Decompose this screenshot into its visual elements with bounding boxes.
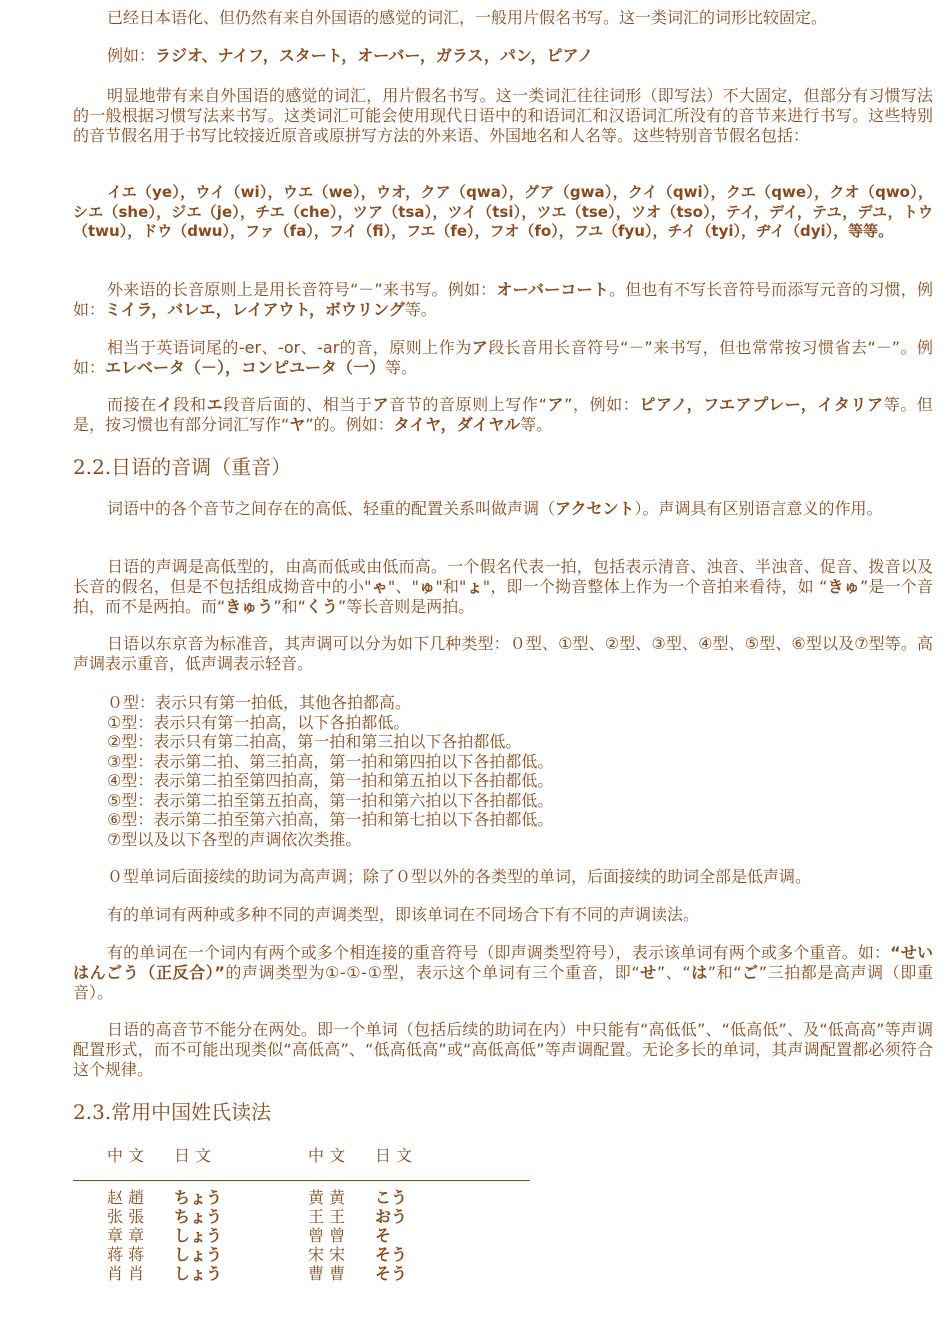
- katakana-example: オーバーコート: [496, 280, 610, 299]
- text-run: 等。但是，按习惯也有部分词汇写作“: [73, 395, 933, 434]
- paragraph-high-syllables: [73, 1020, 933, 1080]
- table-cell: 肖 肖: [107, 1264, 145, 1283]
- text-run: 等。: [404, 300, 437, 319]
- paragraph-accent-types: [73, 634, 933, 674]
- accent-type-list: [107, 693, 553, 849]
- table-cell: しょう: [174, 1226, 223, 1245]
- paragraph-long-vowel: [73, 280, 933, 320]
- paragraph-multiple-types: [73, 905, 933, 925]
- table-cell: 章 章: [107, 1226, 145, 1245]
- table-cell: 王 王: [308, 1207, 346, 1226]
- text-run: 外来语的长音原则上是用长音符号“－”来书写。例如：: [107, 280, 497, 299]
- kana: くう: [305, 597, 338, 616]
- kana: ょ: [466, 577, 483, 596]
- text-run: 音节的音原则上写作“: [389, 395, 547, 414]
- text-run: "、": [387, 577, 419, 596]
- paragraph-text: 有的单词有两种或多种不同的声调类型，即该单词在不同场合下有不同的声调读法。: [107, 905, 700, 924]
- text-run: 等。: [385, 358, 418, 377]
- paragraph-examples-fixed: [73, 46, 933, 66]
- text-run: 段长音用长音符号“－”来书写，但也常常按习惯省去“－”。例如：: [73, 338, 933, 377]
- paragraph-mora: [73, 557, 933, 617]
- text-run: ”是一个音拍，而不是两拍。而“: [73, 577, 933, 616]
- paragraph-text: 日语的高音节不能分在两处。即一个单词（包括后续的助词在内）中只能有“高低低”、“低高低”、及“低高高”等声调配置形式，而不可能出现类似“高低高”、“低高低高”或“高低高低”等声调配置。无论多长的单词，其声调配置都必须符合这个规律。: [73, 1020, 933, 1079]
- text-run: ”三拍都是高声调（即重音）。: [73, 963, 933, 1002]
- text-run: ”和“: [273, 597, 306, 616]
- kana: ご: [741, 963, 759, 982]
- table-cell: 曹 曹: [308, 1264, 346, 1283]
- list-item: ⑤型：表示第二拍至第五拍高，第一拍和第六拍以下各拍都低。: [107, 790, 554, 810]
- katakana-example: ミイラ，バレエ，レイアウト，ボウリング: [105, 300, 405, 319]
- table-cell: そう: [375, 1245, 408, 1264]
- paragraph-text: ０型单词后面接续的助词为高声调；除了０型以外的各类型的单词，后面接续的助词全部是低声调。: [107, 867, 812, 886]
- table-cell: 张 張: [107, 1207, 145, 1226]
- table-cell: しょう: [174, 1245, 223, 1264]
- table-cell: こう: [375, 1188, 408, 1207]
- text-run: ）。声调具有区别语言意义的作用。: [634, 499, 883, 518]
- kana: きゅ: [827, 577, 860, 596]
- text-run: "和": [435, 577, 467, 596]
- paragraph-er-or-ar: [73, 338, 933, 378]
- table-cell: そ: [375, 1226, 392, 1245]
- text-run: 有的单词在一个词内有两个或多个相连接的重音符号（即声调类型符号），表示该单词有两个或多个重音。如：: [107, 943, 891, 962]
- kana: ゅ: [418, 577, 436, 596]
- kana: せ: [639, 963, 657, 982]
- kana: エ: [206, 395, 224, 414]
- table-cell: おう: [375, 1207, 408, 1226]
- kana: きゅう: [225, 597, 274, 616]
- kana: ア: [546, 395, 565, 414]
- katakana-examples: ラジオ、ナイフ，スタート，オーバー，ガラス，パン，ピアノ: [155, 46, 594, 65]
- text-run: ”的。例如：: [305, 415, 394, 434]
- example-prefix: 例如：: [107, 46, 156, 65]
- paragraph-multiple-accents: [73, 943, 933, 1003]
- table-cell: ちょう: [174, 1188, 223, 1207]
- text-run: 。但也有不写长音符号而添写元音的习惯，例如：: [73, 280, 933, 319]
- paragraph-special-syllables: [73, 183, 933, 242]
- text-run: "，即一个拗音整体上作为一个音拍来看待，如 “: [482, 577, 828, 596]
- text-run: 段和: [173, 395, 207, 414]
- section-heading-surnames: 2.3.常用中国姓氏读法: [73, 1100, 272, 1124]
- kana: ア: [471, 338, 489, 357]
- text-run: 段音后面的、相当于: [223, 395, 373, 414]
- table-cell: 赵 趙: [107, 1188, 145, 1207]
- kana: ゃ: [371, 577, 388, 596]
- example-word: “せいはんごう（正反合）”: [73, 943, 933, 982]
- table-header: 日 文: [375, 1146, 413, 1165]
- text-run: 等。: [520, 415, 553, 434]
- table-header: 中 文: [107, 1146, 145, 1165]
- list-item: ④型：表示第二拍至第四拍高，第一拍和第五拍以下各拍都低。: [107, 771, 554, 790]
- text-run: ”、“: [656, 963, 691, 982]
- paragraph-text: 日语以东京音为标准音，其声调可以分为如下几种类型：０型、①型、②型、③型、④型、⑤型、⑥型以及⑦型等。高声调表示重音，低声调表示轻音。: [73, 634, 933, 673]
- text-run: 相当于英语词尾的-er、-or、-ar的音，原则上作为: [107, 338, 472, 357]
- table-cell: 黄 黄: [308, 1188, 346, 1207]
- table-divider: [73, 1180, 530, 1181]
- paragraph-text: 明显地带有来自外国语的感觉的词汇，用片假名书写。这一类词汇往往词形（即写法）不大固定，但部分有习惯写法的一般根据习惯写法来书写。这类词汇可能会使用现代日语中的和语词汇和汉语词汇所没有的音节来进行书写。这些特别的音节假名用于书写比较接近原音或原拼写方法的外来语、外国地名和人名等。这些特别音节假名包括：: [73, 86, 933, 145]
- table-cell: 蒋 蒋: [107, 1245, 145, 1264]
- text-run: 日语的声调是高低型的，由高而低或由低而高。一个假名代表一拍，包括表示清音、浊音、半浊音、促音、拨音以及长音的假名，但是不包括组成拗音中的小": [73, 557, 933, 596]
- list-item: ②型：表示只有第二拍高，第一拍和第三拍以下各拍都低。: [107, 732, 522, 751]
- kana: イ: [156, 395, 174, 414]
- table-header: 中 文: [308, 1146, 346, 1165]
- table-header: 日 文: [174, 1146, 212, 1165]
- paragraph-accent-def: [73, 499, 933, 519]
- katakana-example: タイヤ，ダイヤル: [393, 415, 521, 434]
- text-run: ”等长音则是两拍。: [337, 597, 475, 616]
- paragraph-particles: [73, 867, 933, 887]
- table-cell: しょう: [174, 1264, 223, 1283]
- text-run: 词语中的各个音节之间存在的高低、轻重的配置关系叫做声调（: [107, 499, 556, 518]
- kana: ア: [372, 395, 390, 414]
- table-cell: 宋 宋: [308, 1245, 346, 1264]
- katakana-example: エレベータ（－），コンピユータ（一）: [105, 358, 386, 377]
- list-item: ①型：表示只有第一拍高，以下各拍都低。: [107, 712, 410, 732]
- text-run: ”和“: [707, 963, 742, 982]
- kana: ヤ: [289, 415, 306, 434]
- list-item: ⑥型：表示第二拍至第六拍高，第一拍和第七拍以下各拍都低。: [107, 810, 554, 829]
- paragraph-gairaigo-fixed: [73, 8, 933, 28]
- paragraph-text: 已经日本语化、但仍然有来自外国语的感觉的词汇，一般用片假名书写。这一类词汇的词形比较固定。: [107, 8, 828, 27]
- list-item: ③型：表示第二拍、第三拍高，第一拍和第四拍以下各拍都低。: [107, 751, 554, 771]
- table-cell: 曾 曾: [308, 1226, 346, 1245]
- text-run: 的声调类型为①-①-①型，表示这个单词有三个重音，即“: [224, 963, 640, 982]
- katakana-example: ピアノ，フエアプレー，イタリア: [639, 395, 884, 414]
- list-item: ⑦型以及以下各型的声调依次类推。: [107, 829, 362, 849]
- list-item: ０型：表示只有第一拍低，其他各拍都高。: [107, 693, 412, 712]
- section-heading-accent: 2.2.日语的音调（重音）: [73, 455, 292, 479]
- paragraph-a-sound: [73, 395, 933, 435]
- text-run: ”，例如：: [564, 395, 640, 414]
- table-cell: ちょう: [174, 1207, 223, 1226]
- kana: は: [690, 963, 708, 982]
- katakana-example: アクセント: [555, 499, 635, 518]
- paragraph-gairaigo-unfixed: [73, 86, 933, 146]
- table-cell: そう: [375, 1264, 408, 1283]
- special-syllable-list: イエ（ye），ウイ（wi），ウエ（we），ウオ，クア（qwa），グア（gwa），クイ（qwi），クエ（qwe），クオ（qwo），シエ（she），ジエ（je），チエ（che），ツア（tsa），ツイ（tsi），ツエ（tse），ツオ（tso），テイ，デイ，テユ，デユ，トウ（twu），ドウ（dwu），ファ（fa），フイ（fi），フエ（fe），フオ（fo），フユ（fyu），チイ（tyi），ヂイ（dyi），等等。: [73, 183, 933, 240]
- text-run: 而接在: [107, 395, 157, 414]
